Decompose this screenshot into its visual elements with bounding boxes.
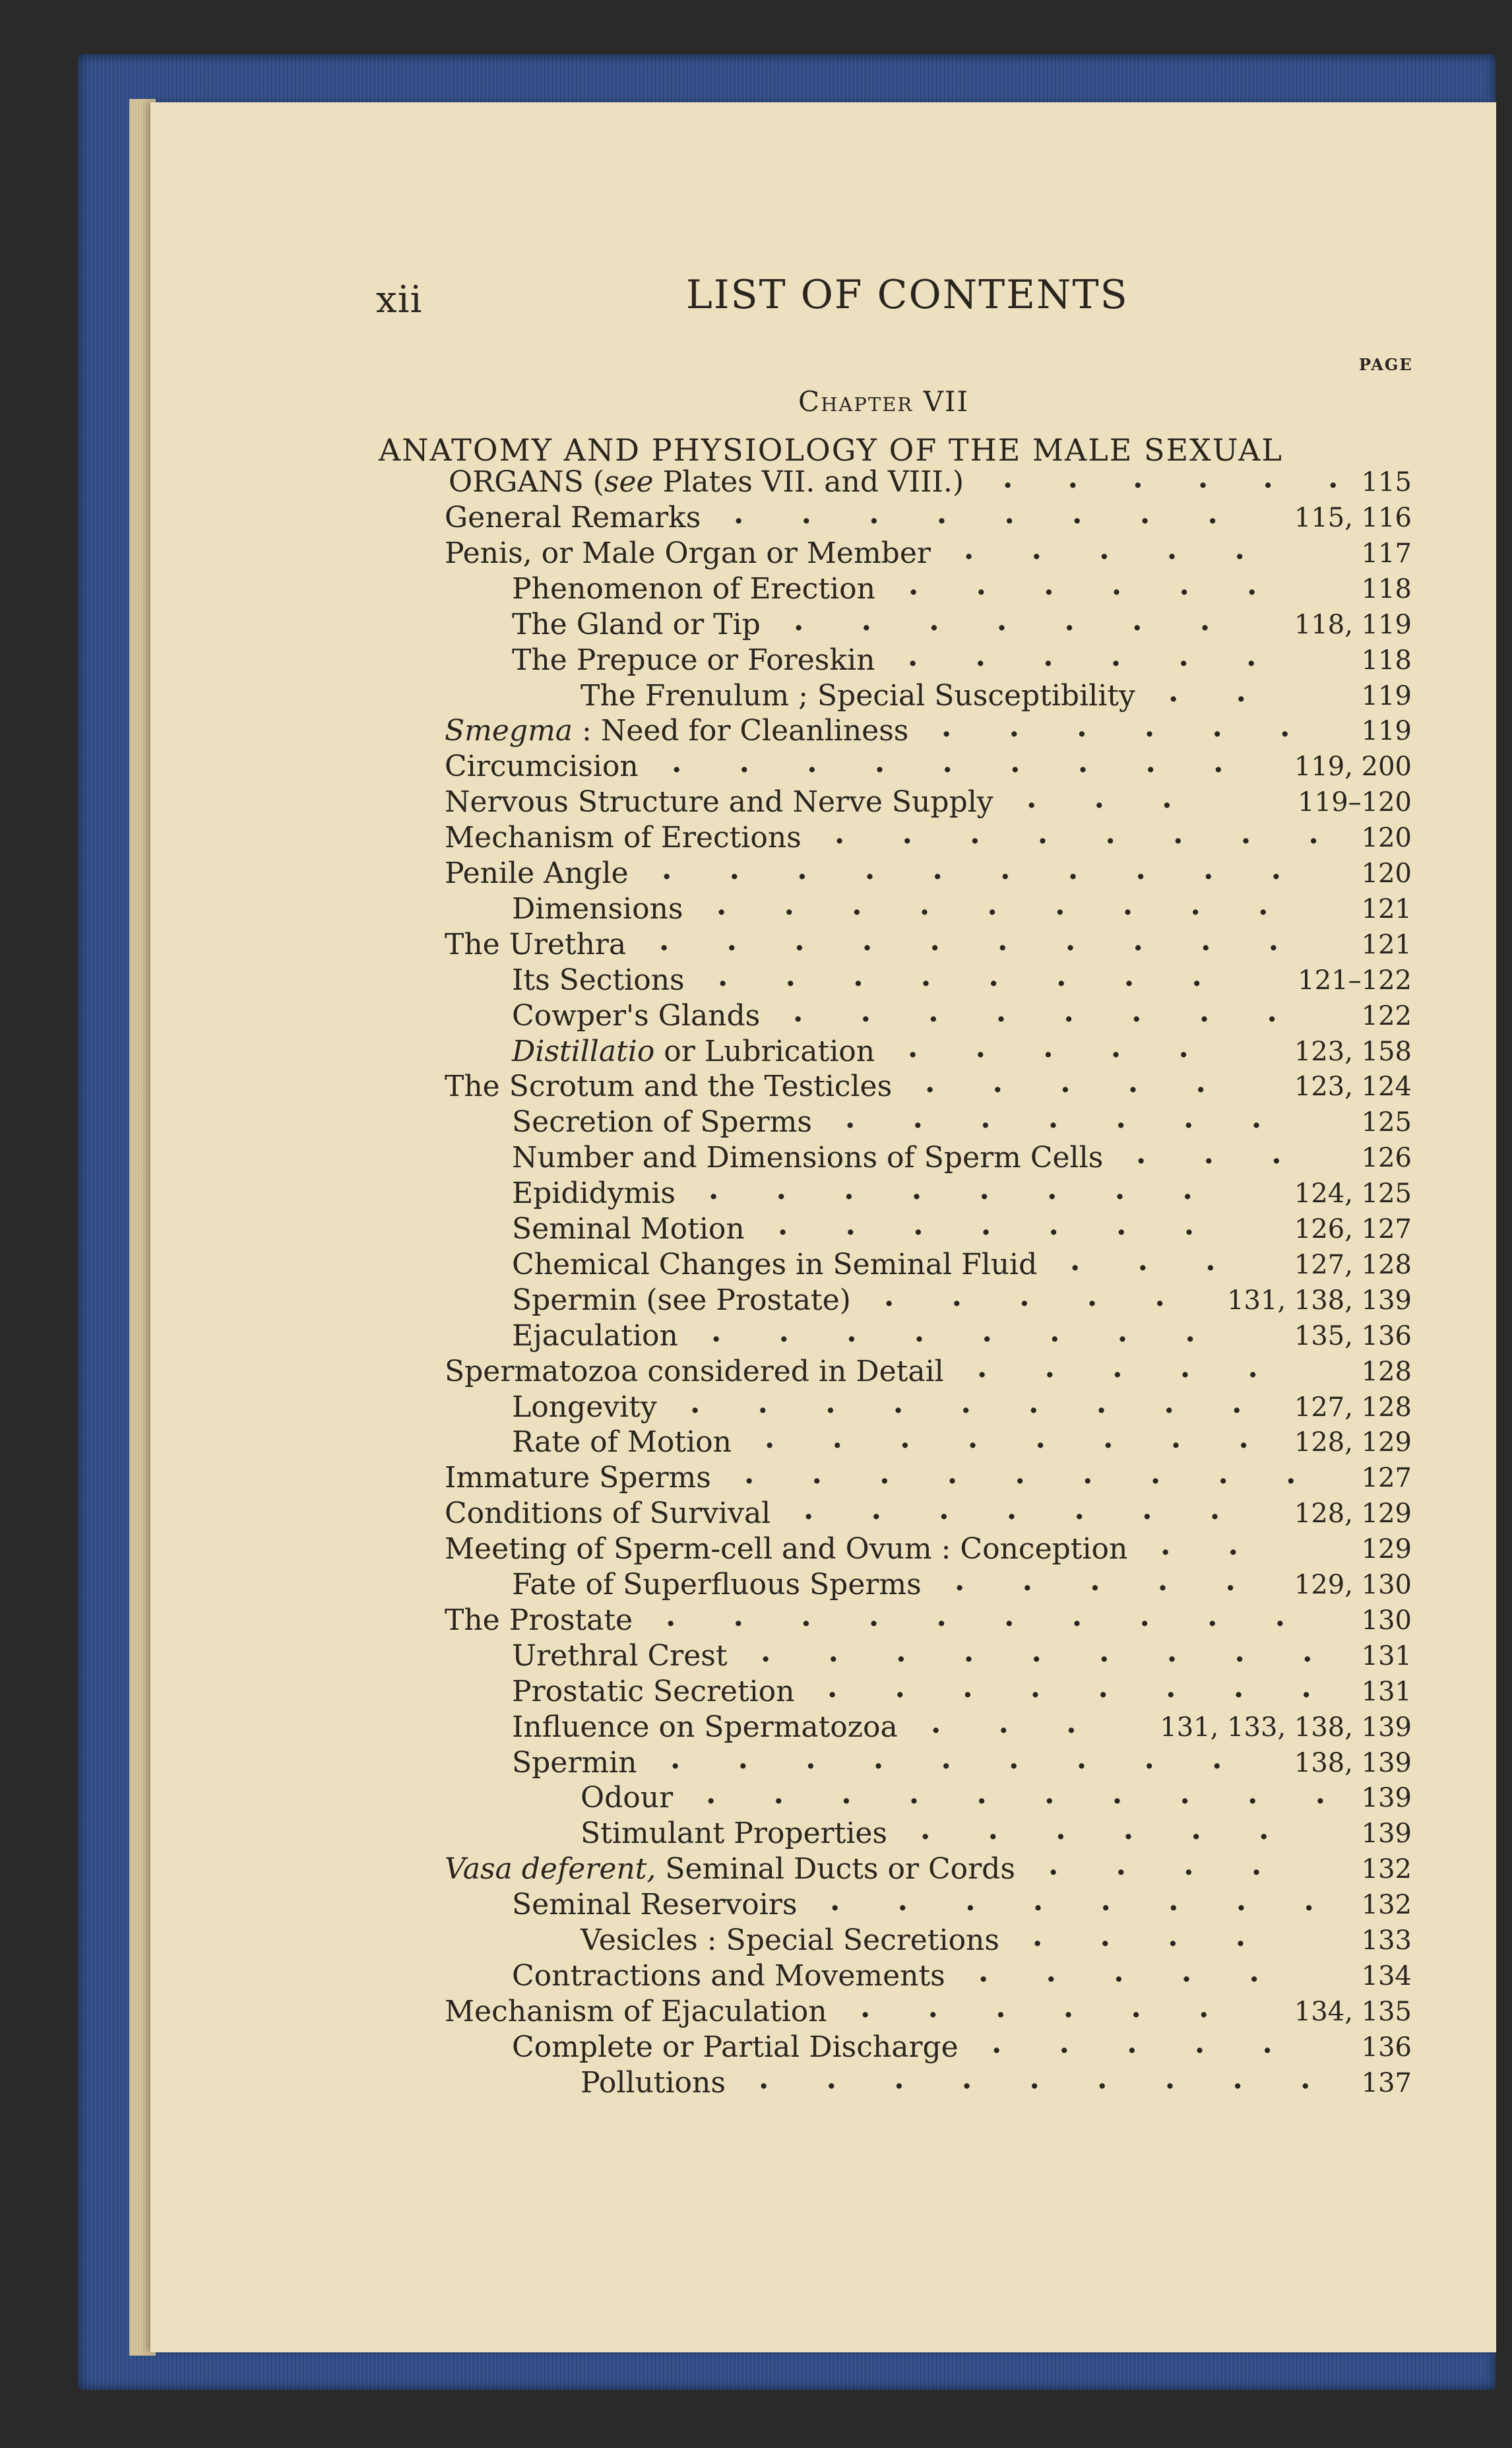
dot-leader: . . <box>1168 674 1270 709</box>
entry-page: 118 <box>1361 573 1412 604</box>
entry-label: Complete or Partial Discharge <box>512 2030 959 2064</box>
dot-leader: . . . . . . <box>1003 461 1361 495</box>
contents-entry <box>0 1137 1511 1176</box>
contents-entry <box>0 1954 1511 1994</box>
contents-entry <box>0 2061 1511 2101</box>
contents-entry <box>0 497 1511 536</box>
entry-label: Cowper's Glands <box>512 998 761 1033</box>
entry-page: 119–120 <box>1298 787 1412 818</box>
chapter-page: 115 <box>1361 467 1412 498</box>
entry-label: Seminal Reservoirs <box>512 1888 798 1922</box>
entry-page: 115, 116 <box>1294 503 1412 533</box>
dot-leader: . . . . . . <box>860 1990 1233 2024</box>
dot-leader: . . . <box>1136 1137 1306 1171</box>
dot-leader: . . . . . . . . <box>765 1421 1273 1456</box>
contents-entry <box>0 1813 1511 1852</box>
entry-label: Phenomenon of Erection <box>512 571 875 606</box>
dot-leader: . . . . . . . <box>845 1101 1286 1136</box>
dot-leader: . . . . <box>1048 1848 1286 1883</box>
entry-page: 136 <box>1361 2032 1412 2063</box>
entry-label: Vasa deferent, Seminal Ducts or Cords <box>445 1852 1015 1886</box>
entry-page: 131 <box>1361 1676 1412 1707</box>
dot-leader: . . . . . . . . . . <box>706 1777 1350 1811</box>
dot-leader: . . . . . . . . . <box>690 1386 1266 1420</box>
entry-label: Number and Dimensions of Sperm Cells <box>512 1141 1104 1175</box>
chapter-label: Chapter VII <box>798 385 970 418</box>
dot-leader: . . . . . . . <box>778 1208 1218 1242</box>
entry-label: Vesicles : Special Secretions <box>581 1923 999 1957</box>
contents-entry <box>0 994 1511 1034</box>
page-title: LIST OF CONTENTS <box>686 272 1129 318</box>
contents-entry <box>0 1848 1511 1887</box>
dot-leader: . . . . . . . . <box>835 817 1342 851</box>
dot-leader: . . . . <box>1032 1919 1270 1953</box>
entry-page: 120 <box>1361 823 1412 854</box>
dot-leader: . . . . . . . . <box>734 497 1242 531</box>
entry-label: Longevity <box>512 1390 657 1424</box>
contents-entry <box>0 532 1511 571</box>
contents-entry <box>0 1030 1511 1070</box>
dot-leader: . . . . . . . . <box>711 1314 1219 1349</box>
contents-entry <box>0 1243 1511 1283</box>
dot-leader: . . <box>1160 1528 1262 1562</box>
entry-page: 131, 133, 138, 139 <box>1160 1712 1412 1743</box>
dot-leader: . . . . . <box>992 2026 1296 2060</box>
dot-leader: . . . . . <box>978 1954 1283 1989</box>
entry-page: 128 <box>1361 1356 1412 1387</box>
contents-entry <box>0 746 1511 785</box>
entry-label: Chemical Changes in Seminal Fluid <box>512 1247 1038 1281</box>
entry-label: The Prepuce or Foreskin <box>512 643 875 677</box>
contents-entry <box>0 781 1511 820</box>
entry-label: Penile Angle <box>445 856 629 890</box>
entry-label: Epididymis <box>512 1176 676 1211</box>
contents-entry <box>0 1208 1511 1247</box>
contents-entry <box>0 1634 1511 1674</box>
dot-leader: . . . . . <box>955 1564 1259 1597</box>
contents-entry <box>0 1066 1511 1105</box>
contents-entry <box>0 1528 1511 1567</box>
entry-label: Circumcision <box>445 750 639 784</box>
contents-entry <box>0 710 1511 749</box>
contents-entry <box>0 1314 1511 1354</box>
dot-leader: . . . <box>1070 1243 1240 1277</box>
dot-leader: . . . . . . . . . . <box>662 853 1306 886</box>
entry-page: 127 <box>1361 1463 1412 1494</box>
entry-label: Urethral Crest <box>512 1638 728 1673</box>
entry-page: 130 <box>1361 1605 1412 1636</box>
entry-page: 126 <box>1361 1143 1412 1174</box>
entry-page: 138, 139 <box>1294 1747 1412 1778</box>
entry-page: 131, 138, 139 <box>1227 1285 1412 1316</box>
contents-entry <box>0 1884 1511 1923</box>
entry-page: 133 <box>1361 1925 1412 1956</box>
entry-page: 119 <box>1361 680 1412 711</box>
entry-label: Fate of Superfluous Sperms <box>512 1568 922 1601</box>
entry-label: The Prostate <box>445 1603 633 1637</box>
entry-page: 122 <box>1361 1000 1412 1031</box>
dot-leader: . . . . . <box>964 532 1269 566</box>
entry-page: 125 <box>1361 1107 1412 1138</box>
entry-label: The Scrotum and the Testicles <box>445 1070 893 1104</box>
dot-leader: . . . . . <box>908 1030 1213 1064</box>
dot-leader: . . . . . . . . . . <box>659 923 1303 957</box>
contents-entry <box>0 1421 1511 1460</box>
dot-leader: . . . . . <box>925 1066 1230 1100</box>
entry-page: 126, 127 <box>1294 1214 1412 1244</box>
dot-leader: . . . . . . . <box>794 603 1234 637</box>
entry-label: Its Sections <box>512 963 685 997</box>
chapter-title: ANATOMY AND PHYSIOLOGY OF THE MALE SEXUAL <box>379 432 1283 468</box>
entry-label: Spermin (see Prostate) <box>512 1283 851 1317</box>
entry-page: 117 <box>1361 538 1412 569</box>
entry-page: 135, 136 <box>1294 1320 1412 1351</box>
entry-page: 139 <box>1361 1783 1412 1814</box>
contents-entry <box>0 674 1511 714</box>
contents-entry <box>0 1101 1511 1140</box>
entry-label: The Frenulum ; Special Susceptibility <box>581 678 1135 713</box>
contents-entry <box>0 1564 1511 1603</box>
contents-entry <box>0 1457 1511 1496</box>
contents-entry <box>0 567 1511 607</box>
dot-leader: . . . . . . . . <box>827 1670 1335 1704</box>
page-column-label: PAGE <box>1359 355 1413 374</box>
dot-leader: . . . . . <box>977 1350 1282 1384</box>
contents-entry <box>0 639 1511 678</box>
entry-label: Spermin <box>512 1745 637 1780</box>
dot-leader: . . . <box>1026 781 1196 816</box>
entry-page: 134 <box>1361 1960 1412 1991</box>
contents-entry <box>0 1919 1511 1958</box>
entry-label: Pollutions <box>581 2065 726 2100</box>
dot-leader: . . . <box>931 1706 1100 1740</box>
dot-leader: . . . . . . <box>908 639 1280 673</box>
entry-label: Rate of Motion <box>512 1425 732 1460</box>
entry-label: Secretion of Sperms <box>512 1105 812 1140</box>
entry-page: 121 <box>1361 893 1412 924</box>
entry-label: Ejaculation <box>512 1318 678 1353</box>
contents-entry <box>0 853 1511 891</box>
contents-entry <box>0 887 1511 927</box>
entry-label: Mechanism of Erections <box>445 821 802 855</box>
entry-label: Prostatic Secretion <box>512 1674 795 1708</box>
contents-entry <box>0 1386 1511 1425</box>
contents-entry <box>0 923 1511 963</box>
entry-page: 121–122 <box>1298 965 1412 996</box>
contents-entry <box>0 1777 1511 1816</box>
entry-label: Odour <box>581 1781 674 1815</box>
entry-label: The Gland or Tip <box>512 607 761 641</box>
entry-label: Nervous Structure and Nerve Supply <box>445 785 993 820</box>
entry-page: 132 <box>1361 1854 1412 1885</box>
entry-label: Stimulant Properties <box>581 1817 888 1851</box>
dot-leader: . . . . . . . <box>803 1493 1244 1527</box>
dot-leader: . . . . . <box>884 1279 1189 1313</box>
entry-label: Distillatio or Lubrication <box>512 1034 875 1068</box>
entry-page: 137 <box>1361 2067 1412 2098</box>
entry-page: 123, 158 <box>1294 1036 1412 1067</box>
contents-entry <box>0 1670 1511 1710</box>
entry-page: 128, 129 <box>1294 1427 1412 1458</box>
dot-leader: . . . . . . <box>920 1813 1293 1847</box>
entry-page: 132 <box>1361 1890 1412 1921</box>
entry-label: Mechanism of Ejaculation <box>445 1994 827 2028</box>
chapter-subtitle: ORGANS (see Plates VII. and VIII.) <box>449 465 964 499</box>
contents-entry <box>0 1741 1511 1781</box>
contents-entry <box>0 2026 1511 2065</box>
entry-page: 118, 119 <box>1294 609 1412 640</box>
entry-label: Conditions of Survival <box>445 1497 771 1531</box>
contents-entry <box>0 817 1511 856</box>
contents-entry <box>0 603 1511 643</box>
entry-label: Smegma : Need for Cleanliness <box>445 714 909 748</box>
entry-page: 139 <box>1361 1819 1412 1850</box>
dot-leader: . . . . . . . . . <box>761 1634 1337 1669</box>
contents-entry <box>0 1350 1511 1390</box>
page-number: xii <box>376 278 423 321</box>
entry-label: Influence on Spermatozoa <box>512 1710 898 1744</box>
entry-label: Dimensions <box>512 891 683 926</box>
entry-label: Spermatozoa considered in Detail <box>445 1354 944 1388</box>
dot-leader: . . . . . . <box>941 710 1314 744</box>
entry-label: Seminal Motion <box>512 1212 745 1246</box>
dot-leader: . . . . . . . . <box>709 1173 1216 1207</box>
entry-page: 134, 135 <box>1294 1996 1412 2027</box>
entry-label: Meeting of Sperm-cell and Ovum : Conception <box>445 1532 1128 1566</box>
dot-leader: . . . . . . . . <box>718 959 1226 993</box>
entry-label: General Remarks <box>445 501 701 534</box>
contents-entry <box>0 1173 1511 1211</box>
dot-leader: . . . . . . <box>908 567 1281 602</box>
dot-leader: . . . . . . . . . . <box>666 1599 1309 1633</box>
entry-page: 131 <box>1361 1640 1412 1671</box>
dot-leader: . . . . . . . . . <box>670 1741 1246 1776</box>
dot-leader: . . . . . . . . <box>793 994 1301 1029</box>
entry-page: 118 <box>1361 645 1412 676</box>
entry-label: Immature Sperms <box>445 1461 711 1495</box>
entry-page: 119 <box>1361 716 1412 747</box>
entry-page: 129 <box>1361 1534 1412 1565</box>
entry-page: 121 <box>1361 929 1412 960</box>
entry-page: 129, 130 <box>1294 1570 1412 1600</box>
entry-label: The Urethra <box>445 927 627 961</box>
entry-label: Penis, or Male Organ or Member <box>445 536 931 570</box>
entry-label: Contractions and Movements <box>512 1958 945 1993</box>
chapter-subtitle-row <box>0 461 1511 500</box>
contents-entry <box>0 1990 1511 2030</box>
entry-page: 127, 128 <box>1294 1392 1412 1423</box>
dot-leader: . . . . . . . . . <box>744 1457 1320 1491</box>
dot-leader: . . . . . . . . . <box>672 746 1247 780</box>
contents-entry <box>0 1706 1511 1745</box>
dot-leader: . . . . . . . . <box>830 1884 1338 1918</box>
contents-entry <box>0 1279 1511 1318</box>
dot-leader: . . . . . . . . . <box>716 887 1292 922</box>
entry-page: 119, 200 <box>1294 752 1412 783</box>
entry-page: 124, 125 <box>1294 1178 1412 1209</box>
dot-leader: . . . . . . . . . <box>759 2061 1335 2096</box>
entry-page: 127, 128 <box>1294 1249 1412 1280</box>
entry-page: 123, 124 <box>1294 1072 1412 1103</box>
contents-entry <box>0 959 1511 998</box>
contents-entry <box>0 1493 1511 1531</box>
entry-page: 128, 129 <box>1294 1498 1412 1530</box>
contents-entry <box>0 1599 1511 1638</box>
entry-page: 120 <box>1361 858 1412 889</box>
